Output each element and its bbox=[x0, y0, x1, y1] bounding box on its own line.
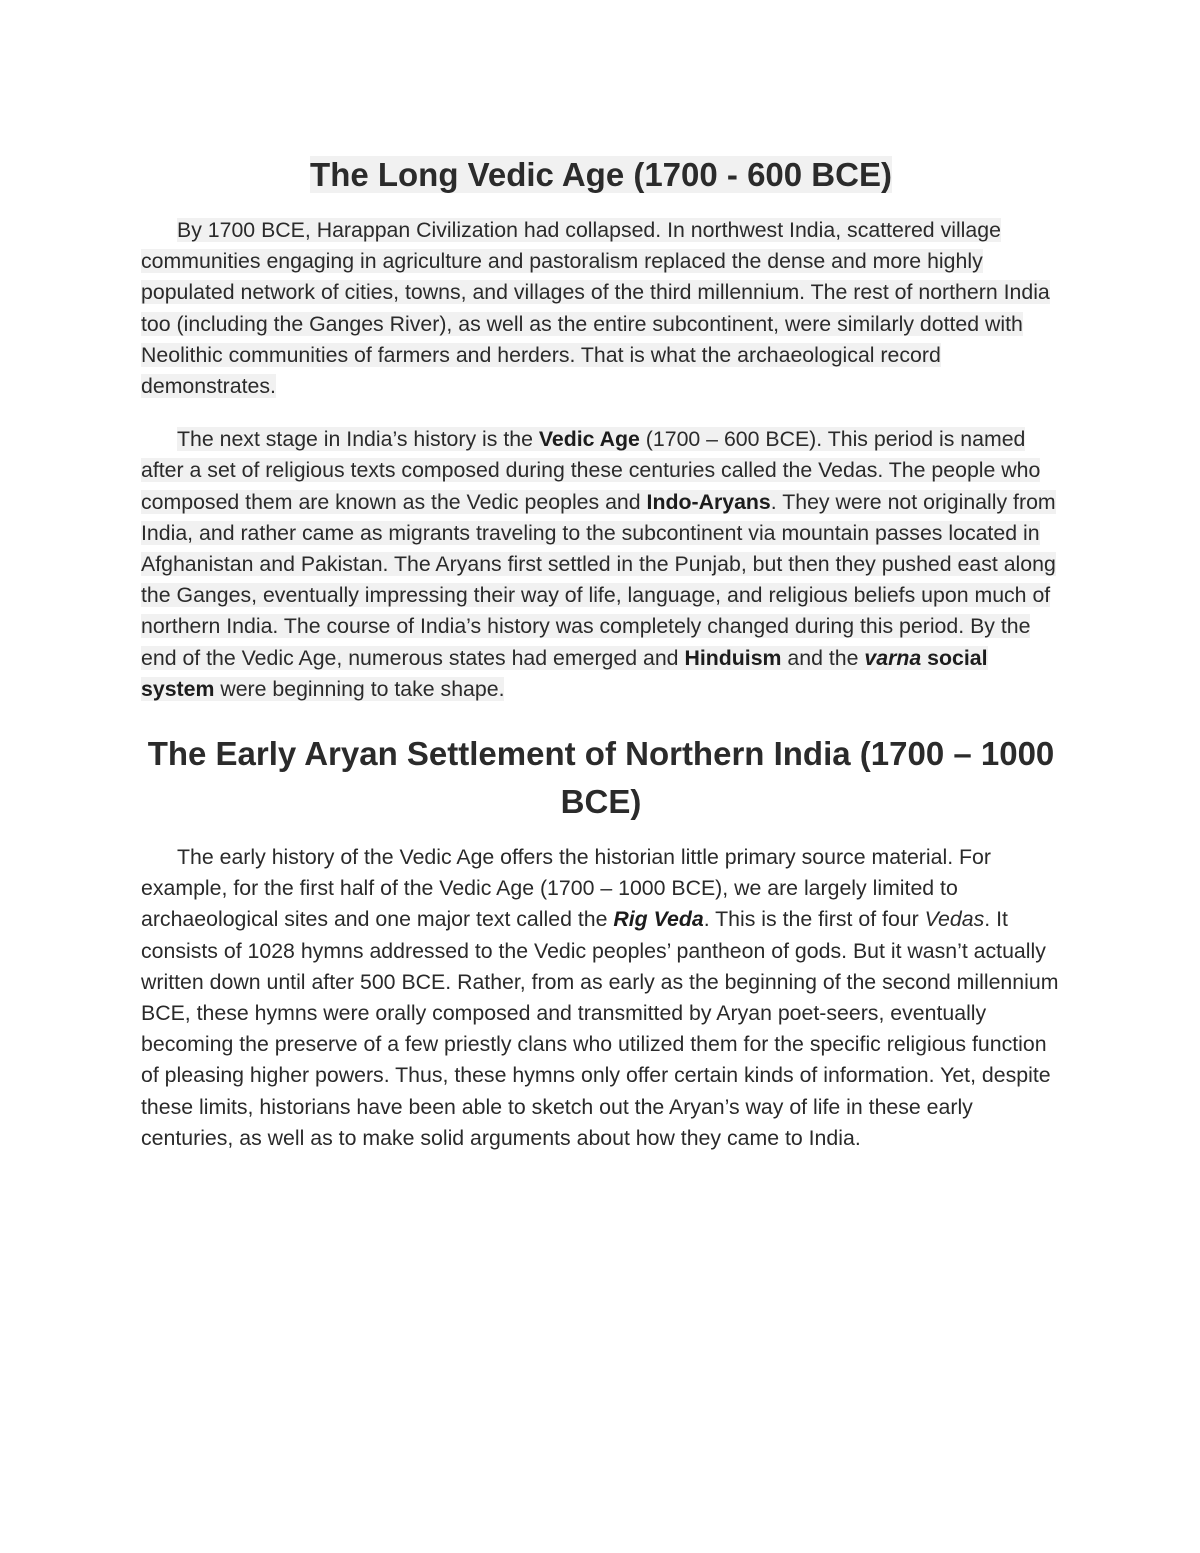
term-vedic-age: Vedic Age bbox=[538, 427, 640, 452]
term-indo-aryans: Indo-Aryans bbox=[646, 489, 771, 514]
section-1-paragraph-2 bbox=[141, 424, 1061, 705]
paragraph-text: By 1700 BCE, Harappan Civilization had collapsed. In northwest India, scattered village communities engaging in agriculture and pastoralism replaced the dense and more highly populated network of cities, towns, and villages of the third millennium. The rest of northern India too (including the Ganges River), as well as the entire subcontinent, were similarly dotted with Neolithic communities of farmers and herders. That is what the archaeological record demonstrates. bbox=[141, 218, 1050, 399]
paragraph-text: were beginning to take shape. bbox=[214, 676, 505, 701]
section-1-heading-text: The Long Vedic Age (1700 - 600 BCE) bbox=[310, 156, 892, 193]
paragraph-text: . This is the first of four bbox=[703, 907, 925, 932]
section-1-paragraph-1 bbox=[141, 215, 1061, 402]
document-body bbox=[141, 152, 1061, 1154]
section-2-heading: The Early Aryan Settlement of Northern India (1700 – 1000 BCE) bbox=[147, 735, 1055, 821]
section-2-paragraph-1 bbox=[141, 842, 1061, 1154]
term-rig-veda-italic: Rig Veda bbox=[613, 907, 704, 932]
paragraph-text: . They were not originally from India, and rather came as migrants traveling to the subcontinent via mountain passes located in Afghanistan and Pakistan. The Aryans first settled in the Punjab, but then they pushed east along the Ganges, eventually impressing their way of life, language, and religious beliefs upon much of northern India. The course of India’s history was completely changed during this period. By the end of the Vedic Age, numerous states had emerged and bbox=[141, 489, 1056, 670]
term-hinduism: Hinduism bbox=[684, 645, 782, 670]
term-social-system: social system bbox=[141, 645, 988, 701]
term-rig-veda bbox=[613, 907, 703, 931]
term-vedas: Vedas bbox=[924, 907, 985, 932]
section-1-heading bbox=[141, 152, 1061, 198]
paragraph-text: The early history of the Vedic Age offers the historian little primary source material. For example, for the first half of the Vedic Age (1700 – 1000 BCE), we are largely limited to archaeological sites and one major text called the bbox=[141, 845, 991, 932]
paragraph-text: (1700 – 600 BCE). This period is named after a set of religious texts composed during these centuries called the Vedas. The people who composed them are known as the Vedic peoples and bbox=[141, 427, 1041, 514]
paragraph-text: and the bbox=[781, 645, 865, 670]
paragraph-body bbox=[141, 427, 1056, 701]
paragraph-text: The next stage in India’s history is the bbox=[177, 427, 539, 452]
paragraph-text: . It consists of 1028 hymns addressed to the Vedic peoples’ pantheon of gods. But it wasn’t actually written down until after 500 BCE. Rather, from as early as the beginning of the second millennium BCE, these hymns were orally composed and transmitted by Aryan poet-seers, eventually becoming the preserve of a few priestly clans who utilized them for the specific religious function of pleasing higher powers. Thus, these hymns only offer certain kinds of information. Yet, despite these limits, historians have been able to sketch out the Aryan’s way of life in these early centuries, as well as to make solid arguments about how they came to India. bbox=[141, 907, 1059, 1150]
term-varna-italic: varna bbox=[864, 645, 922, 670]
term-varna bbox=[864, 646, 921, 670]
